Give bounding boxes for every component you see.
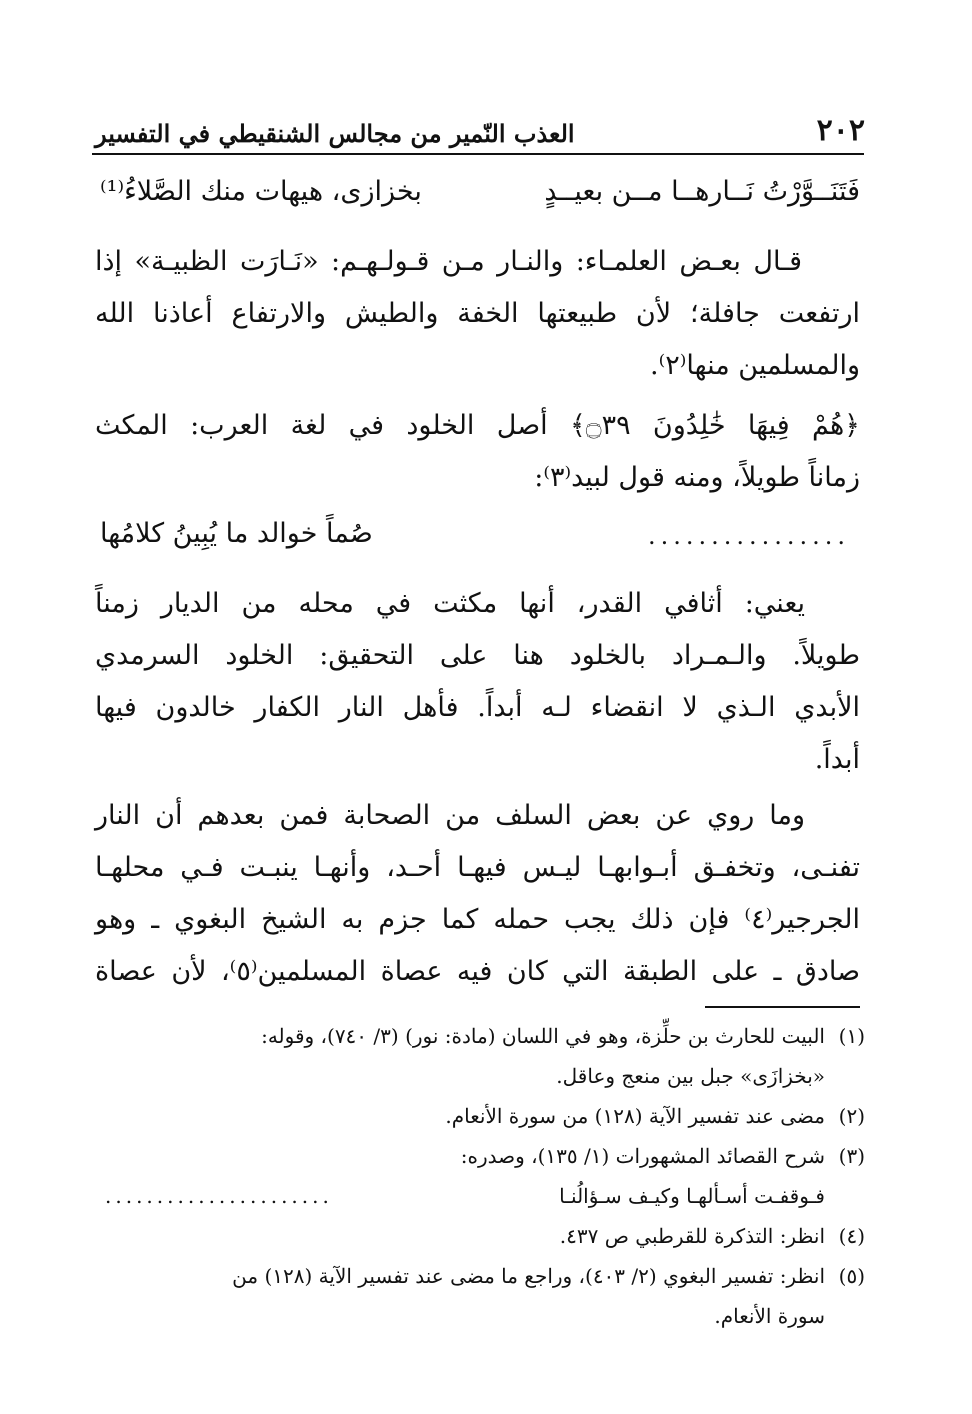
footnote-number: (٢) <box>838 1104 865 1128</box>
footnote-poem-dots: ...................... <box>105 1184 333 1208</box>
page-header <box>95 102 865 148</box>
footnote-4 <box>95 1216 865 1256</box>
footnote-number: (١) <box>838 1024 865 1048</box>
footnote-line: «بخزازَى» جبل بين منعج وعاقل. <box>556 1064 825 1088</box>
poem2-second-hemistich: صُماً خوالد ما يُبِينُ كلامُها <box>100 518 373 549</box>
footnote-poem <box>95 1176 825 1216</box>
paragraph-line: صادق ـ على الطبقة التي كان فيه عصاة المسلمين⁽٥⁾، لأن عصاة <box>95 956 860 987</box>
footnote-line: انظر: التذكرة للقرطبي ص ٤٣٧. <box>559 1224 825 1248</box>
paragraph-line: الجرجير⁽٤⁾ فإن ذلك يجب حمله كما جزم به الشيخ البغوي ـ وهو <box>95 904 860 935</box>
header-rule <box>92 153 864 155</box>
paragraph-line: يعني: أثافي القدر، أنها مكثت في محله من الديار زمناً <box>95 588 805 619</box>
paragraph-2 <box>95 400 860 504</box>
footnote-3 <box>95 1136 865 1216</box>
running-title: العذب النّمير من مجالس الشنقيطي في التفسير <box>95 119 575 148</box>
paragraph-4 <box>95 790 860 998</box>
footnote-line: البيت للحارث بن حلِّزة، وهو في اللسان (مادة: نور) (٣/ ٧٤٠)، وقوله: <box>261 1024 825 1048</box>
paragraph-line: والمسلمين منها⁽٢⁾. <box>650 350 860 381</box>
poem1-second-hemistich: بخزازى، هيهات منك الصَّلاءُ⁽¹⁾ <box>100 176 422 207</box>
footnote-5 <box>95 1256 865 1336</box>
footnotes <box>95 1016 865 1336</box>
footnote-line: سورة الأنعام. <box>714 1304 825 1328</box>
footnote-number: (٤) <box>838 1224 865 1248</box>
paragraph-line: قـال بعـض العلمـاء: والنـار مـن قـولـهـم: «نَـارَت الظبيـة» إذا <box>95 246 802 277</box>
paragraph-line: ﴿هُمْ فِيهَا خَٰلِدُونَ ۝٣٩﴾ أصل الخلود في لغة العرب: المكث <box>95 410 861 441</box>
paragraph-1 <box>95 236 860 392</box>
footnote-line: شرح القصائد المشهورات (١/ ١٣٥)، وصدره: <box>460 1144 825 1168</box>
poem1-first-hemistich: فَتَنَــوَّرْتُ نَــارهــا مــن بعيــدٍ <box>544 176 860 207</box>
footnote-poem-hemistich: فـوقفـت أسـألهـا وكيـف سـؤالُنـا <box>559 1184 825 1208</box>
page-number: ٢٠٢ <box>816 113 865 148</box>
paragraph-line: طويلاً. والـمـراد بالخلود هنا على التحقيق: الخلود السرمدي <box>95 640 860 671</box>
paragraph-line: الأبدي الـذي لا انقضاء لـه أبداً. فأهل النار الكفار خالدون فيها <box>95 692 860 723</box>
poem2-dots: ................ <box>647 522 850 550</box>
footnote-rule <box>705 1006 860 1008</box>
footnote-1 <box>95 1016 865 1096</box>
paragraph-line: ارتفعت جافلة؛ لأن طبيعتها الخفة والطيش والارتفاع أعاذنا الله <box>95 298 860 329</box>
footnote-2 <box>95 1096 865 1136</box>
paragraph-line: وما روي عن بعض السلف من الصحابة فمن بعدهم أن النار <box>95 800 805 831</box>
footnote-number: (٣) <box>838 1144 865 1168</box>
footnote-line: مضى عند تفسير الآية (١٢٨) من سورة الأنعام. <box>445 1104 825 1128</box>
paragraph-line: تفنـى، وتخفـق أبـوابهـا ليـس فيهـا أحـد، وأنهـا ينبـت فـي محلهـا <box>95 852 860 883</box>
paragraph-3 <box>95 578 860 786</box>
footnote-number: (٥) <box>838 1264 865 1288</box>
paragraph-line: زماناً طويلاً، ومنه قول لبيد⁽٣⁾: <box>534 462 860 493</box>
paragraph-line: أبداً. <box>814 744 860 775</box>
footnote-line: انظر: تفسير البغوي (٢/ ٤٠٣)، وراجع ما مضى عند تفسير الآية (١٢٨) من <box>232 1264 825 1288</box>
